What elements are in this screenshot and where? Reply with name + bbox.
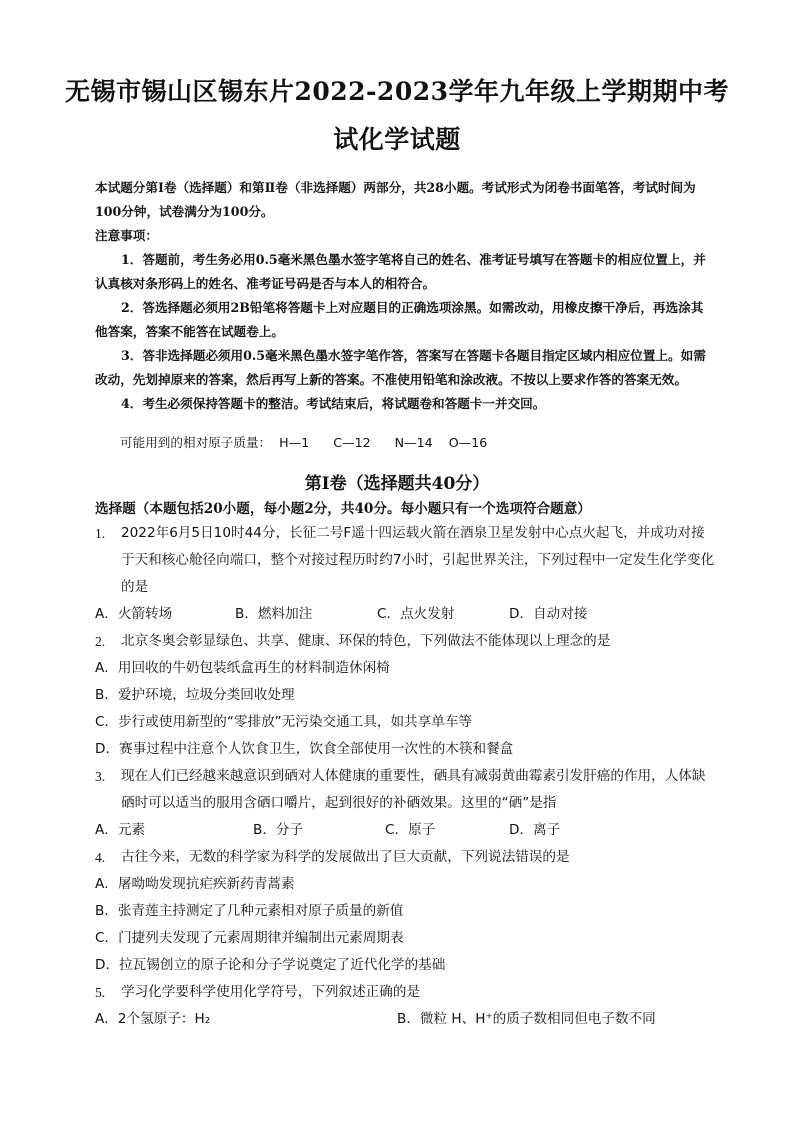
notice-item-1: 1．答题前，考生务必用0.5毫米黑色墨水签字笔将自己的姓名、准考证号填写在答题卡的相应位置上，并认真核对条形码上的姓名、准考证号码是否与本人的相符合。 [95,252,706,291]
option-b: B．分子 [253,822,304,838]
option-d: D．拉瓦锡创立的原子论和分子学说奠定了近代化学的基础 [95,957,446,973]
option-c: C．步行或使用新型的“零排放”无污染交通工具，如共享单车等 [95,714,473,730]
option-a: A．火箭转场 [95,606,173,622]
notice-item-3: 3．答非选择题必须用0.5毫米黑色墨水签字笔作答，答案写在答题卡各题目指定区域内相应位置上。如需改动，先划掉原来的答案，然后再写上新的答案。不准使用铅笔和涂改液。不按以上要求作答的答案无效。 [95,348,706,387]
question-5-options [95,1006,715,1033]
section-title: 第Ⅰ卷（选择题共40分） [304,474,490,494]
exam-title-line2: 试化学试题 [333,125,461,154]
question-stem: 古往今来，无数的科学家为科学的发展做出了巨大贡献，下列说法错误的是 [121,849,570,865]
option-c: C．点火发射 [377,606,455,622]
question-3-options [95,817,715,844]
question-list [95,520,715,1033]
exam-instructions [95,176,707,416]
question-number: 5. [95,985,106,1000]
question-number: 2. [95,634,106,649]
option-a: A．屠呦呦发现抗疟疾新药青蒿素 [95,876,295,892]
option-b: B．微粒 H、H⁺的质子数相同但电子数不同 [397,1011,656,1027]
question-1-options [95,601,715,628]
option-d: D．离子 [509,822,561,838]
question-stem: 现在人们已经越来越意识到硒对人体健康的重要性，硒具有减弱黄曲霉素引发肝癌的作用，人体缺硒时可以适当的服用含硒口嚼片，起到很好的补硒效果。这里的“硒”是指 [121,768,706,811]
question-3 [95,763,715,817]
question-4 [95,844,715,871]
option-a: A．用回收的牛奶包装纸盒再生的材料制造休闲椅 [95,660,390,676]
choice-section-header: 选择题（本题包括20小题，每小题2分，共40分。每小题只有一个选项符合题意） [95,501,591,517]
option-d: D．自动对接 [509,606,588,622]
question-number: 4. [95,850,106,865]
question-5 [95,979,715,1006]
notice-item-2: 2．答选择题必须用2B铅笔将答题卡上对应题目的正确选项涂黑。如需改动，用橡皮擦干净后，再选涂其他答案，答案不能答在试题卷上。 [95,300,704,339]
option-a: A．2个氢原子：H₂ [95,1011,211,1027]
notice-label: 注意事项： [95,228,158,243]
notice-item-4: 4．考生必须保持答题卡的整洁。考试结束后，将试题卷和答题卡一并交回。 [121,396,546,411]
question-2 [95,628,715,655]
option-c: C．门捷列夫发现了元素周期律并编制出元素周期表 [95,930,404,946]
option-b: B．爱护环境，垃圾分类回收处理 [95,687,295,703]
option-c: C．原子 [385,822,436,838]
option-a: A．元素 [95,822,146,838]
question-number: 1. [95,526,106,541]
question-number: 3. [95,769,106,784]
question-stem: 学习化学要科学使用化学符号，下列叙述正确的是 [121,984,421,1000]
option-b: B．张青莲主持测定了几种元素相对原子质量的新值 [95,903,404,919]
exam-overview: 本试题分第Ⅰ卷（选择题）和第Ⅱ卷（非选择题）两部分，共28小题。考试形式为闭卷书面笔答，考试时间为100分钟，试卷满分为100分。 [95,180,696,219]
atomic-masses: 可能用到的相对原子质量： H—1 C—12 N—14 O—16 [120,435,488,450]
option-b: B．燃料加注 [235,606,313,622]
exam-title-line1: 无锡市锡山区锡东片2022-2023学年九年级上学期期中考 [64,77,730,106]
option-d: D．赛事过程中注意个人饮食卫生，饮食全部使用一次性的木筷和餐盒 [95,741,514,757]
question-stem: 2022年6月5日10时44分，长征二号F遥十四运载火箭在酒泉卫星发射中心点火起飞，并成功对接于天和核心舱径向端口，整个对接过程历时约7小时，引起世界关注，下列过程中一定发生化学变化的是 [121,525,715,595]
question-stem: 北京冬奥会彰显绿色、共享、健康、环保的特色，下列做法不能体现以上理念的是 [121,633,611,649]
question-1 [95,520,715,601]
